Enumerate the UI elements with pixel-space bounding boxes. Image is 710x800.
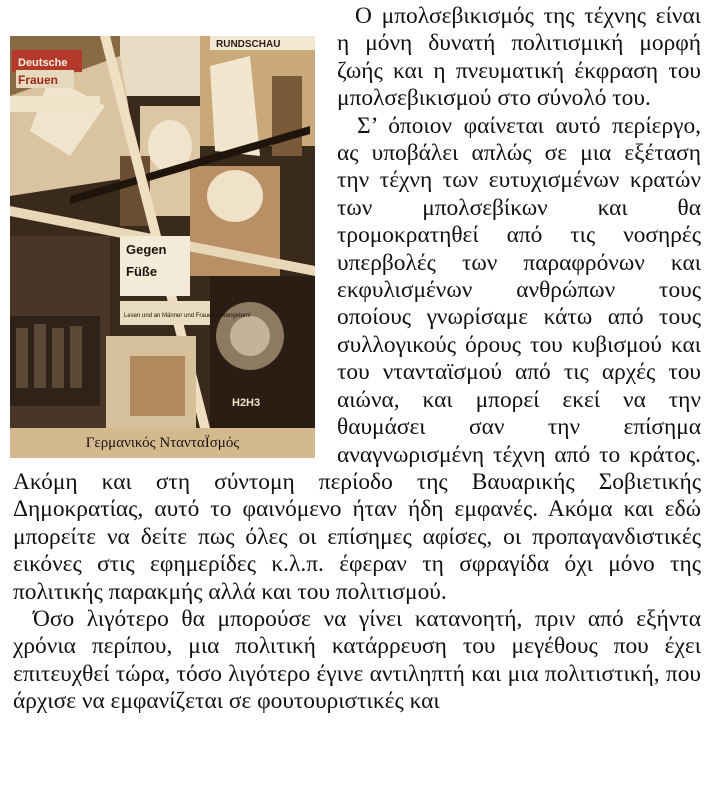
collage-word-lesen: Lesen und an Männer und Frauen weitergeben!: [124, 313, 251, 319]
paragraph-3: Όσο λιγότερο θα μπορούσε να γίνει κατανοητή, πριν από εξήντα χρόνια περίπου, μια πολιτική κατάρρευση του μεγέθους που έχει επιτευχθεί τώρα, τόσο λιγότερο έγινε αντιληπτή και μια πολιτιστική, που άρχισε να εμφανίζεται σε φουτουριστικές και: [13, 605, 701, 715]
paragraph-1: Ο μπολσεβικισμός της τέχνης είναι η μόνη δυνατή πολιτισμική μορφή ζωής και η πνευματική έκφραση του μπολσεβικισμού στο σύνολό του.: [337, 3, 701, 112]
collage-word-frauen: Frauen: [18, 73, 59, 87]
dada-collage-image: [10, 36, 315, 428]
collage-word-fuesse: Füße: [126, 264, 158, 279]
collage-word-deutsche: Deutsche: [18, 57, 68, 69]
dada-collage-figure: [10, 36, 315, 458]
collage-word-gegen: Gegen: [126, 242, 167, 257]
figure-caption: Γερμανικός ΝτανταÏσμός: [10, 428, 315, 458]
body-text: [13, 3, 701, 716]
collage-word-rundschau: RUNDSCHAU: [216, 39, 281, 50]
collage-word-h2h3: H2H3: [232, 397, 261, 409]
paragraph-2: Σ’ όποιον φαίνεται αυτό περίεργο, ας υποβάλει απλώς σε μια εξέταση την τέχνη των ευτυχισμένων κρατών των μπολσεβίκων και θα τρομοκρατηθεί από τις νοσηρές υπερβολές των παραφρόνων και εκφυλισμένων ανθρώπων τους οποίους γνωρίσαμε κάτω από τους συλλογικούς όρους του κυβισμού και του ντανταϊσμού από τις αρχές του αιώνα, και μπορεί εκεί να την θαυμάσει σαν την επίσημα αναγνωρισμένη τέχνη από το κράτος. Ακόμη και στη σύντομη περίοδο της Βαυαρικής Σοβιετικής Δημοκρατίας, αυτό το φαινόμενο ήταν ήδη εμφανές. Ακόμα και εδώ μπορείτε να δείτε πως όλες οι επίσημες αφίσες, οι προπαγανδιστικές εικόνες στις εφημερίδες κ.λ.π. έφεραν τη σφραγίδα όχι μόνο της πολιτικής παρακμής αλλά και του πολιτισμού.: [13, 112, 701, 605]
